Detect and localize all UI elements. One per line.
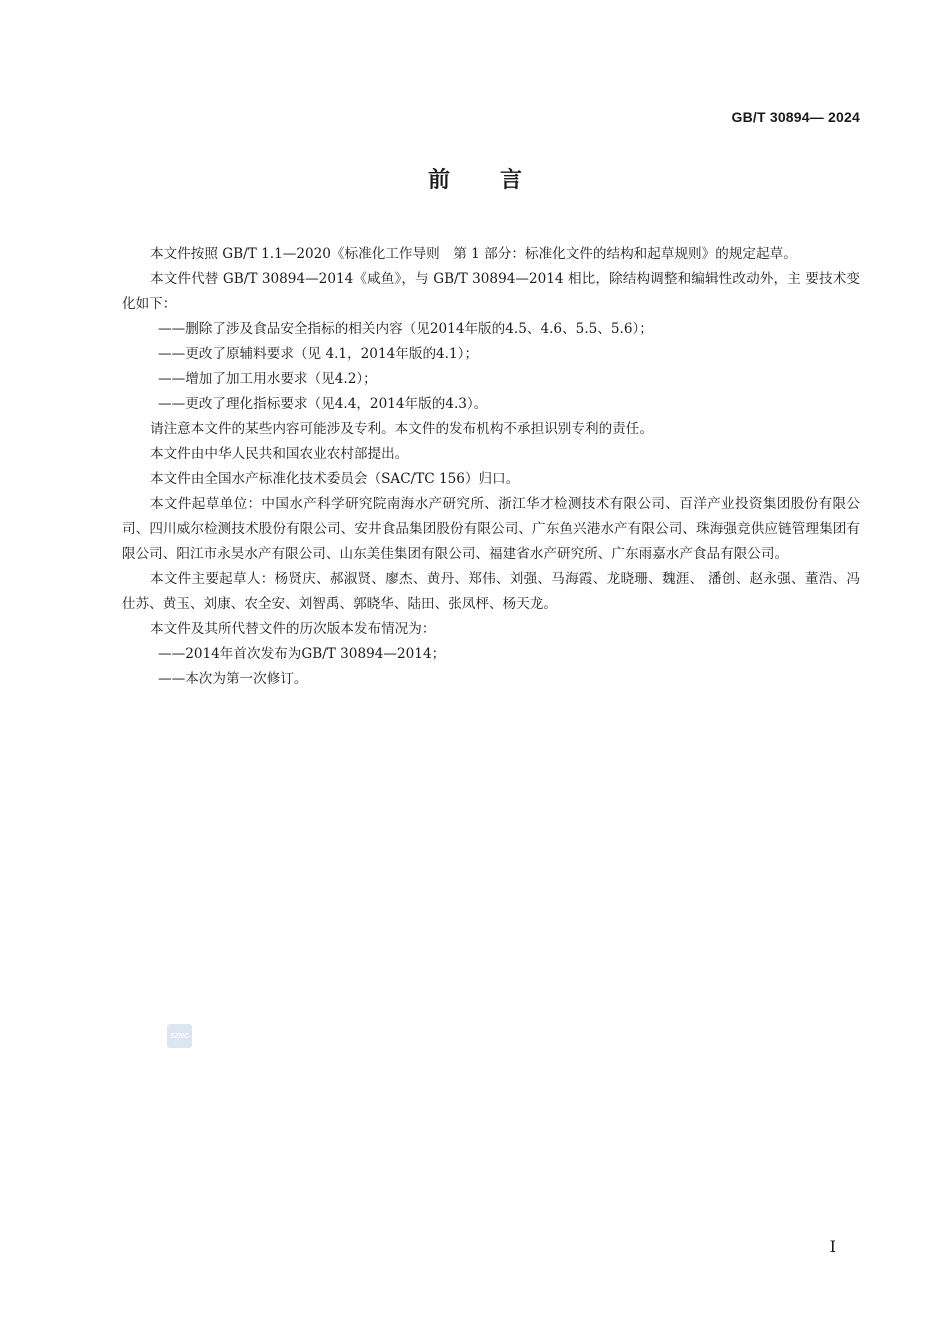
history-item: ——本次为第一次修订。 — [158, 671, 308, 687]
change-item: ——删除了涉及食品安全指标的相关内容（见2014年版的4.5、4.6、5.5、5.6）； — [158, 321, 653, 337]
change-item: ——增加了加工用水要求（见4.2）； — [158, 371, 377, 387]
paragraph-version-history: 本文件及其所代替文件的历次版本发布情况为： — [150, 621, 436, 637]
paragraph-proposer: 本文件由中华人民共和国农业农村部提出。 — [150, 446, 409, 462]
paragraph-committee: 本文件由全国水产标准化技术委员会（SAC/TC 156）归口。 — [150, 471, 520, 487]
foreword-body — [122, 242, 860, 692]
paragraph-drafters: 本文件主要起草人：杨贤庆、郝淑贤、廖杰、黄丹、郑伟、刘强、马海霞、龙晓珊、魏涯、 潘创、赵永强、董浩、冯仕苏、黄玉、刘康、农全安、刘智禹、郭晓华、陆田、张凤枰、杨天龙。 — [122, 571, 860, 612]
paragraph-drafting-rules: 本文件按照 GB/T 1.1—2020《标准化工作导则 第 1 部分：标准化文件的结构和起草规则》的规定起草。 — [150, 246, 797, 262]
page-title: 前言 — [427, 168, 572, 193]
change-item: ——更改了原辅料要求（见 4.1，2014年版的4.1）； — [158, 346, 479, 362]
paragraph-drafting-units: 本文件起草单位：中国水产科学研究院南海水产研究所、浙江华才检测技术有限公司、百洋产业投资集团股份有限公司、四川威尔检测技术股份有限公司、安井食品集团股份有限公司、广东鱼兴港水产有限公司、珠海强竞供应链管理集团有限公司、阳江市永昊水产有限公司、山东美佳集团有限公司、福建省水产研究所、广东雨嘉水产食品有限公司。 — [122, 496, 860, 562]
paragraph-replacement: 本文件代替 GB/T 30894—2014《咸鱼》，与 GB/T 30894—2014 相比，除结构调整和编辑性改动外，主 要技术变化如下： — [122, 271, 860, 312]
page-number: I — [829, 1237, 836, 1256]
change-item: ——更改了理化指标要求（见4.4，2014年版的4.3）。 — [158, 396, 488, 412]
standard-number: GB/T 30894— 2024 — [731, 109, 860, 125]
history-item: ——2014年首次发布为GB/T 30894—2014； — [158, 646, 446, 662]
paragraph-patent-notice: 请注意本文件的某些内容可能涉及专利。本文件的发布机构不承担识别专利的责任。 — [150, 421, 653, 437]
watermark-logo: SZNC — [167, 1024, 192, 1048]
